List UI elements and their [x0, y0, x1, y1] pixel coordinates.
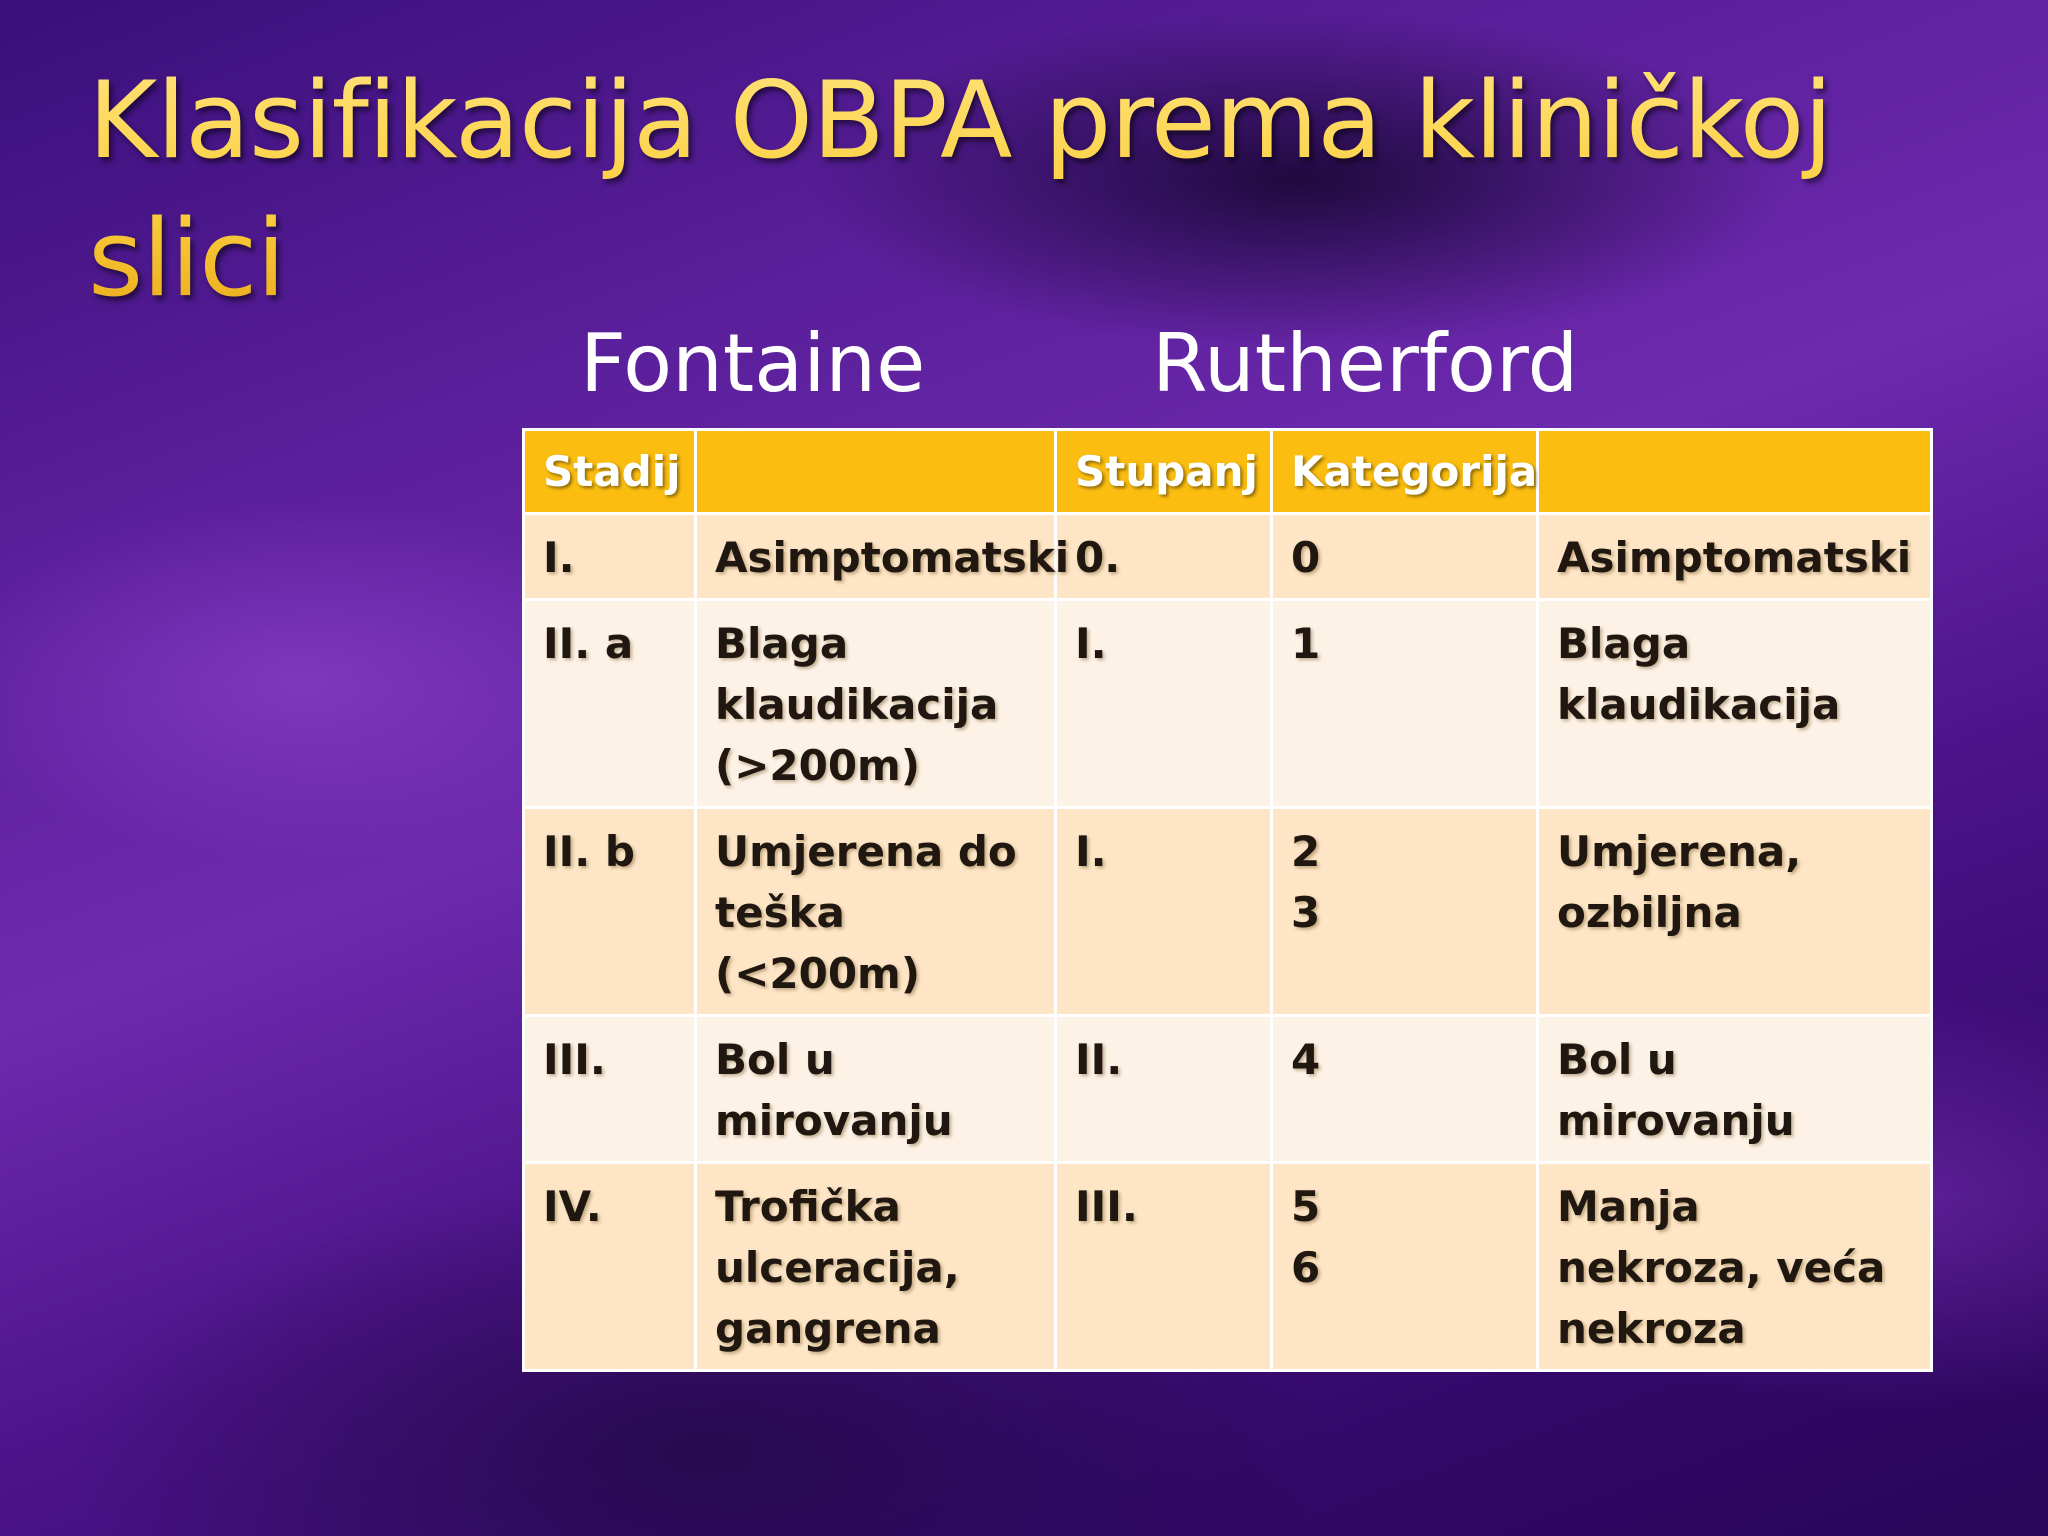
rutherford-description-cell: Asimptomatski [1538, 514, 1932, 600]
slide-title: Klasifikacija OBPA prema kliničkoj slici [88, 52, 1968, 328]
stupanj-cell: III. [1056, 1163, 1272, 1371]
kategorija-value: 4 [1291, 1035, 1321, 1084]
table-header-row [524, 430, 1932, 514]
rutherford-description-cell: Bol u mirovanju [1538, 1016, 1932, 1163]
stadij-cell: I. [524, 514, 696, 600]
kategorija-value: 0 [1291, 533, 1321, 582]
rutherford-heading: Rutherford [1152, 317, 1579, 410]
kategorija-cell [1272, 1016, 1538, 1163]
kategorija-cell [1272, 1163, 1538, 1371]
kategorija-value: 3 [1291, 888, 1321, 937]
fontaine-description-cell: Trofička ulceracija, gangrena [696, 1163, 1056, 1371]
table-row [524, 600, 1932, 808]
kategorija-cell [1272, 514, 1538, 600]
header-kategorija: Kategorija [1272, 430, 1538, 514]
kategorija-value: 2 [1291, 827, 1321, 876]
kategorija-value: 1 [1291, 619, 1321, 668]
table-row [524, 1016, 1932, 1163]
header-stupanj: Stupanj [1056, 430, 1272, 514]
fontaine-description-cell: Umjerena do teška (<200m) [696, 808, 1056, 1016]
stadij-cell: IV. [524, 1163, 696, 1371]
table-row [524, 514, 1932, 600]
stadij-cell: III. [524, 1016, 696, 1163]
fontaine-description-cell: Blaga klaudikacija (>200m) [696, 600, 1056, 808]
stadij-cell: II. b [524, 808, 696, 1016]
header-stadij: Stadij [524, 430, 696, 514]
stupanj-cell: I. [1056, 808, 1272, 1016]
table-row [524, 1163, 1932, 1371]
fontaine-heading: Fontaine [580, 317, 926, 410]
stupanj-cell: I. [1056, 600, 1272, 808]
kategorija-value: 5 [1291, 1182, 1321, 1231]
kategorija-cell [1272, 600, 1538, 808]
rutherford-description-cell: Umjerena, ozbiljna [1538, 808, 1932, 1016]
header-rutherford-description [1538, 430, 1932, 514]
rutherford-description-cell: Manja nekroza, veća nekroza [1538, 1163, 1932, 1371]
kategorija-value: 6 [1291, 1243, 1321, 1292]
fontaine-description-cell: Bol u mirovanju [696, 1016, 1056, 1163]
rutherford-description-cell: Blaga klaudikacija [1538, 600, 1932, 808]
stadij-cell: II. a [524, 600, 696, 808]
kategorija-cell [1272, 808, 1538, 1016]
stupanj-cell: II. [1056, 1016, 1272, 1163]
table-row [524, 808, 1932, 1016]
header-fontaine-description [696, 430, 1056, 514]
fontaine-description-cell: Asimptomatski [696, 514, 1056, 600]
stupanj-cell: 0. [1056, 514, 1272, 600]
classification-table [522, 428, 1933, 1372]
